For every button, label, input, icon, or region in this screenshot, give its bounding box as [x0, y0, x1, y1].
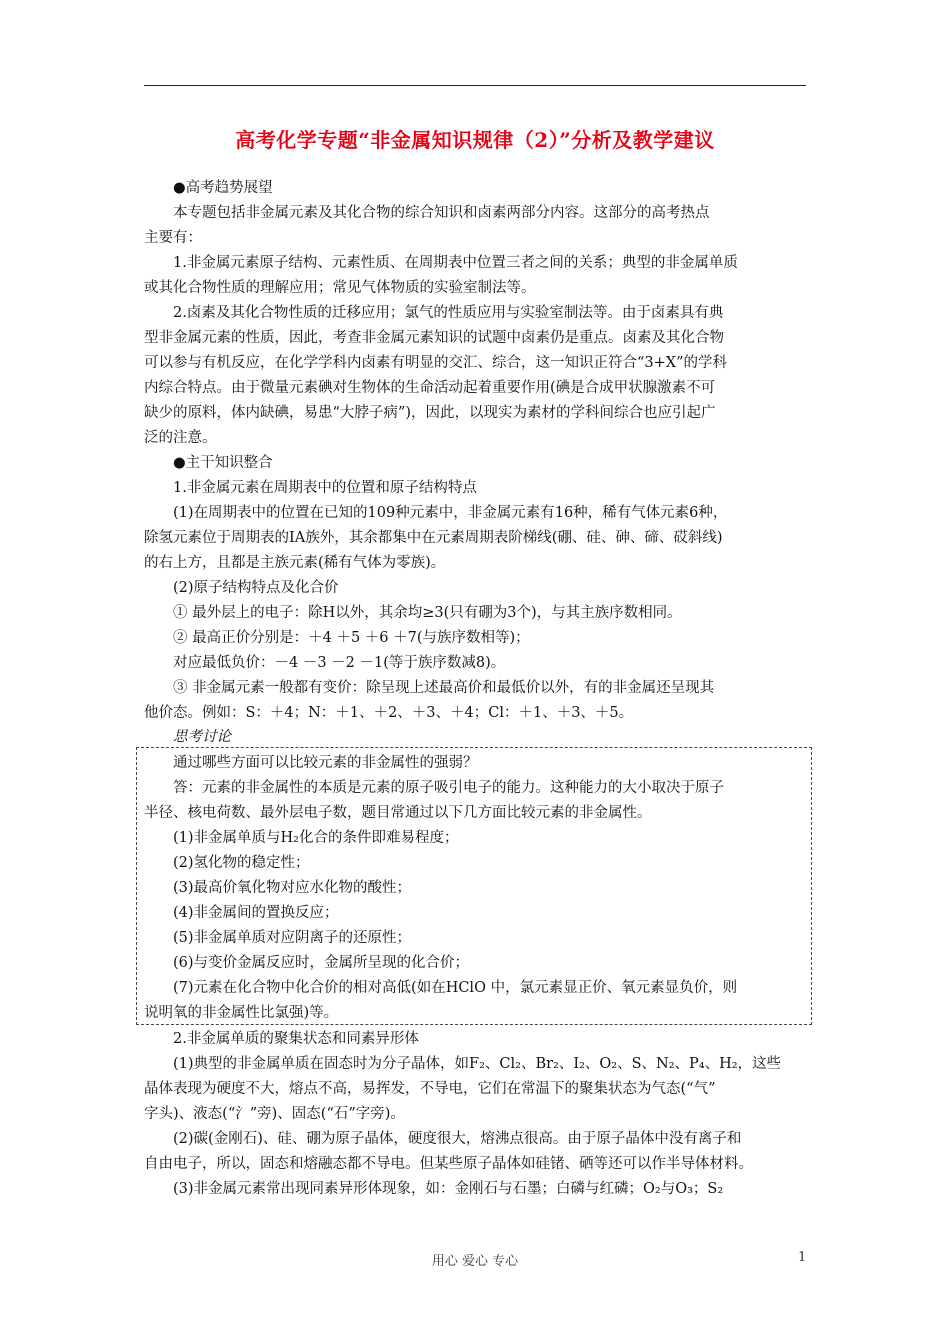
discussion-line: (3)最高价氧化物对应水化物的酸性；	[173, 880, 412, 896]
paragraph-line: 主要有：	[144, 230, 202, 246]
discussion-question: 通过哪些方面可以比较元素的非金属性的强弱？	[173, 755, 478, 771]
paragraph-line: 内综合特点。由于微量元素碘对生物体的生命活动起着重要作用(碘是合成甲状腺激素不可	[144, 380, 716, 396]
heading-main-knowledge: ●主干知识整合	[173, 455, 273, 471]
document-title: 高考化学专题“非金属知识规律（2）”分析及教学建议	[235, 128, 715, 152]
section-heading: 2.非金属单质的聚集状态和同素异形体	[173, 1031, 419, 1047]
page-number: 1	[798, 1250, 807, 1265]
paragraph-line: 可以参与有机反应，在化学学科内卤素有明显的交汇、综合，这一知识正符合“3+X”的学科	[144, 355, 728, 371]
paragraph-line: (3)非金属元素常出现同素异形体现象，如：金刚石与石墨；白磷与红磷；O₂与O₃；S₂	[173, 1181, 724, 1197]
page-footer: 用心 爱心 专心	[431, 1254, 519, 1269]
paragraph-line: 晶体表现为硬度不大，熔点不高，易挥发，不导电，它们在常温下的聚集状态为气态(“气”	[144, 1081, 716, 1097]
discussion-line: 答：元素的非金属性的本质是元素的原子吸引电子的能力。这种能力的大小取决于原子	[173, 780, 724, 796]
discussion-line: 说明氧的非金属性比氯强)等。	[144, 1005, 339, 1021]
paragraph-line: 的右上方，且都是主族元素(稀有气体为零族)。	[144, 555, 446, 571]
discussion-line: (1)非金属单质与H₂化合的条件即难易程度；	[173, 830, 459, 846]
paragraph-line: 除氢元素位于周期表的ⅠA族外，其余都集中在元素周期表阶梯线(硼、硅、砷、碲、砹斜线)	[144, 530, 723, 546]
paragraph-line: (1)在周期表中的位置在已知的109种元素中，非金属元素有16种，稀有气体元素6种，	[173, 505, 728, 521]
paragraph-line: 型非金属元素的性质，因此，考查非金属元素知识的试题中卤素仍是重点。卤素及其化合物	[144, 330, 724, 346]
discussion-line: (6)与变价金属反应时，金属所呈现的化合价；	[173, 955, 470, 971]
paragraph-line: 字头)、液态(“氵”旁)、固态(“石”字旁)。	[144, 1106, 405, 1122]
paragraph-line: ③ 非金属元素一般都有变价：除呈现上述最高价和最低价以外，有的非金属还呈现其	[173, 680, 715, 696]
discussion-line: (5)非金属单质对应阴离子的还原性；	[173, 930, 412, 946]
paragraph-line: 或其化合物性质的理解应用；常见气体物质的实验室制法等。	[144, 280, 536, 296]
paragraph-line: 对应最低负价：－4 －3 －2 －1(等于族序数减8)。	[173, 655, 506, 671]
discussion-heading: 思考讨论	[173, 729, 231, 745]
paragraph-line: 2.卤素及其化合物性质的迁移应用；氯气的性质应用与实验室制法等。由于卤素具有典	[173, 305, 724, 321]
paragraph-line: 泛的注意。	[144, 430, 217, 446]
header-rule	[144, 85, 806, 86]
heading-trend: ●高考趋势展望	[173, 180, 273, 196]
section-heading: 1.非金属元素在周期表中的位置和原子结构特点	[173, 480, 477, 496]
discussion-line: (4)非金属间的置换反应；	[173, 905, 339, 921]
paragraph-line: ① 最外层上的电子：除H以外，其余均≥3(只有硼为3个)，与其主族序数相同。	[173, 605, 682, 621]
discussion-line: (7)元素在化合物中化合价的相对高低(如在HClO 中，氯元素显正价、氧元素显负价，则	[173, 980, 738, 996]
paragraph-line: 1.非金属元素原子结构、元素性质、在周期表中位置三者之间的关系；典型的非金属单质	[173, 255, 738, 271]
paragraph-line: 缺少的原料，体内缺碘，易患“大脖子病”)，因此，以现实为素材的学科间综合也应引起广	[144, 405, 716, 421]
paragraph-line: (2)原子结构特点及化合价	[173, 580, 339, 596]
paragraph-line: 本专题包括非金属元素及其化合物的综合知识和卤素两部分内容。这部分的高考热点	[173, 205, 710, 221]
paragraph-line: (1)典型的非金属单质在固态时为分子晶体，如F₂、Cl₂、Br₂、I₂、O₂、S、N₂、P₄、H₂，这些	[173, 1056, 782, 1072]
paragraph-line: 他价态。例如：S：＋4；N：＋1、＋2、＋3、＋4；Cl：＋1、＋3、＋5。	[144, 705, 634, 721]
paragraph-line: 自由电子，所以，固态和熔融态都不导电。但某些原子晶体如硅锗、硒等还可以作半导体材料。	[144, 1156, 753, 1172]
discussion-line: 半径、核电荷数、最外层电子数，题目常通过以下几方面比较元素的非金属性。	[144, 805, 652, 821]
paragraph-line: (2)碳(金刚石)、硅、硼为原子晶体，硬度很大，熔沸点很高。由于原子晶体中没有离子和	[173, 1131, 742, 1147]
paragraph-line: ② 最高正价分别是：＋4 ＋5 ＋6 ＋7(与族序数相等)；	[173, 630, 530, 646]
discussion-line: (2)氢化物的稳定性；	[173, 855, 310, 871]
